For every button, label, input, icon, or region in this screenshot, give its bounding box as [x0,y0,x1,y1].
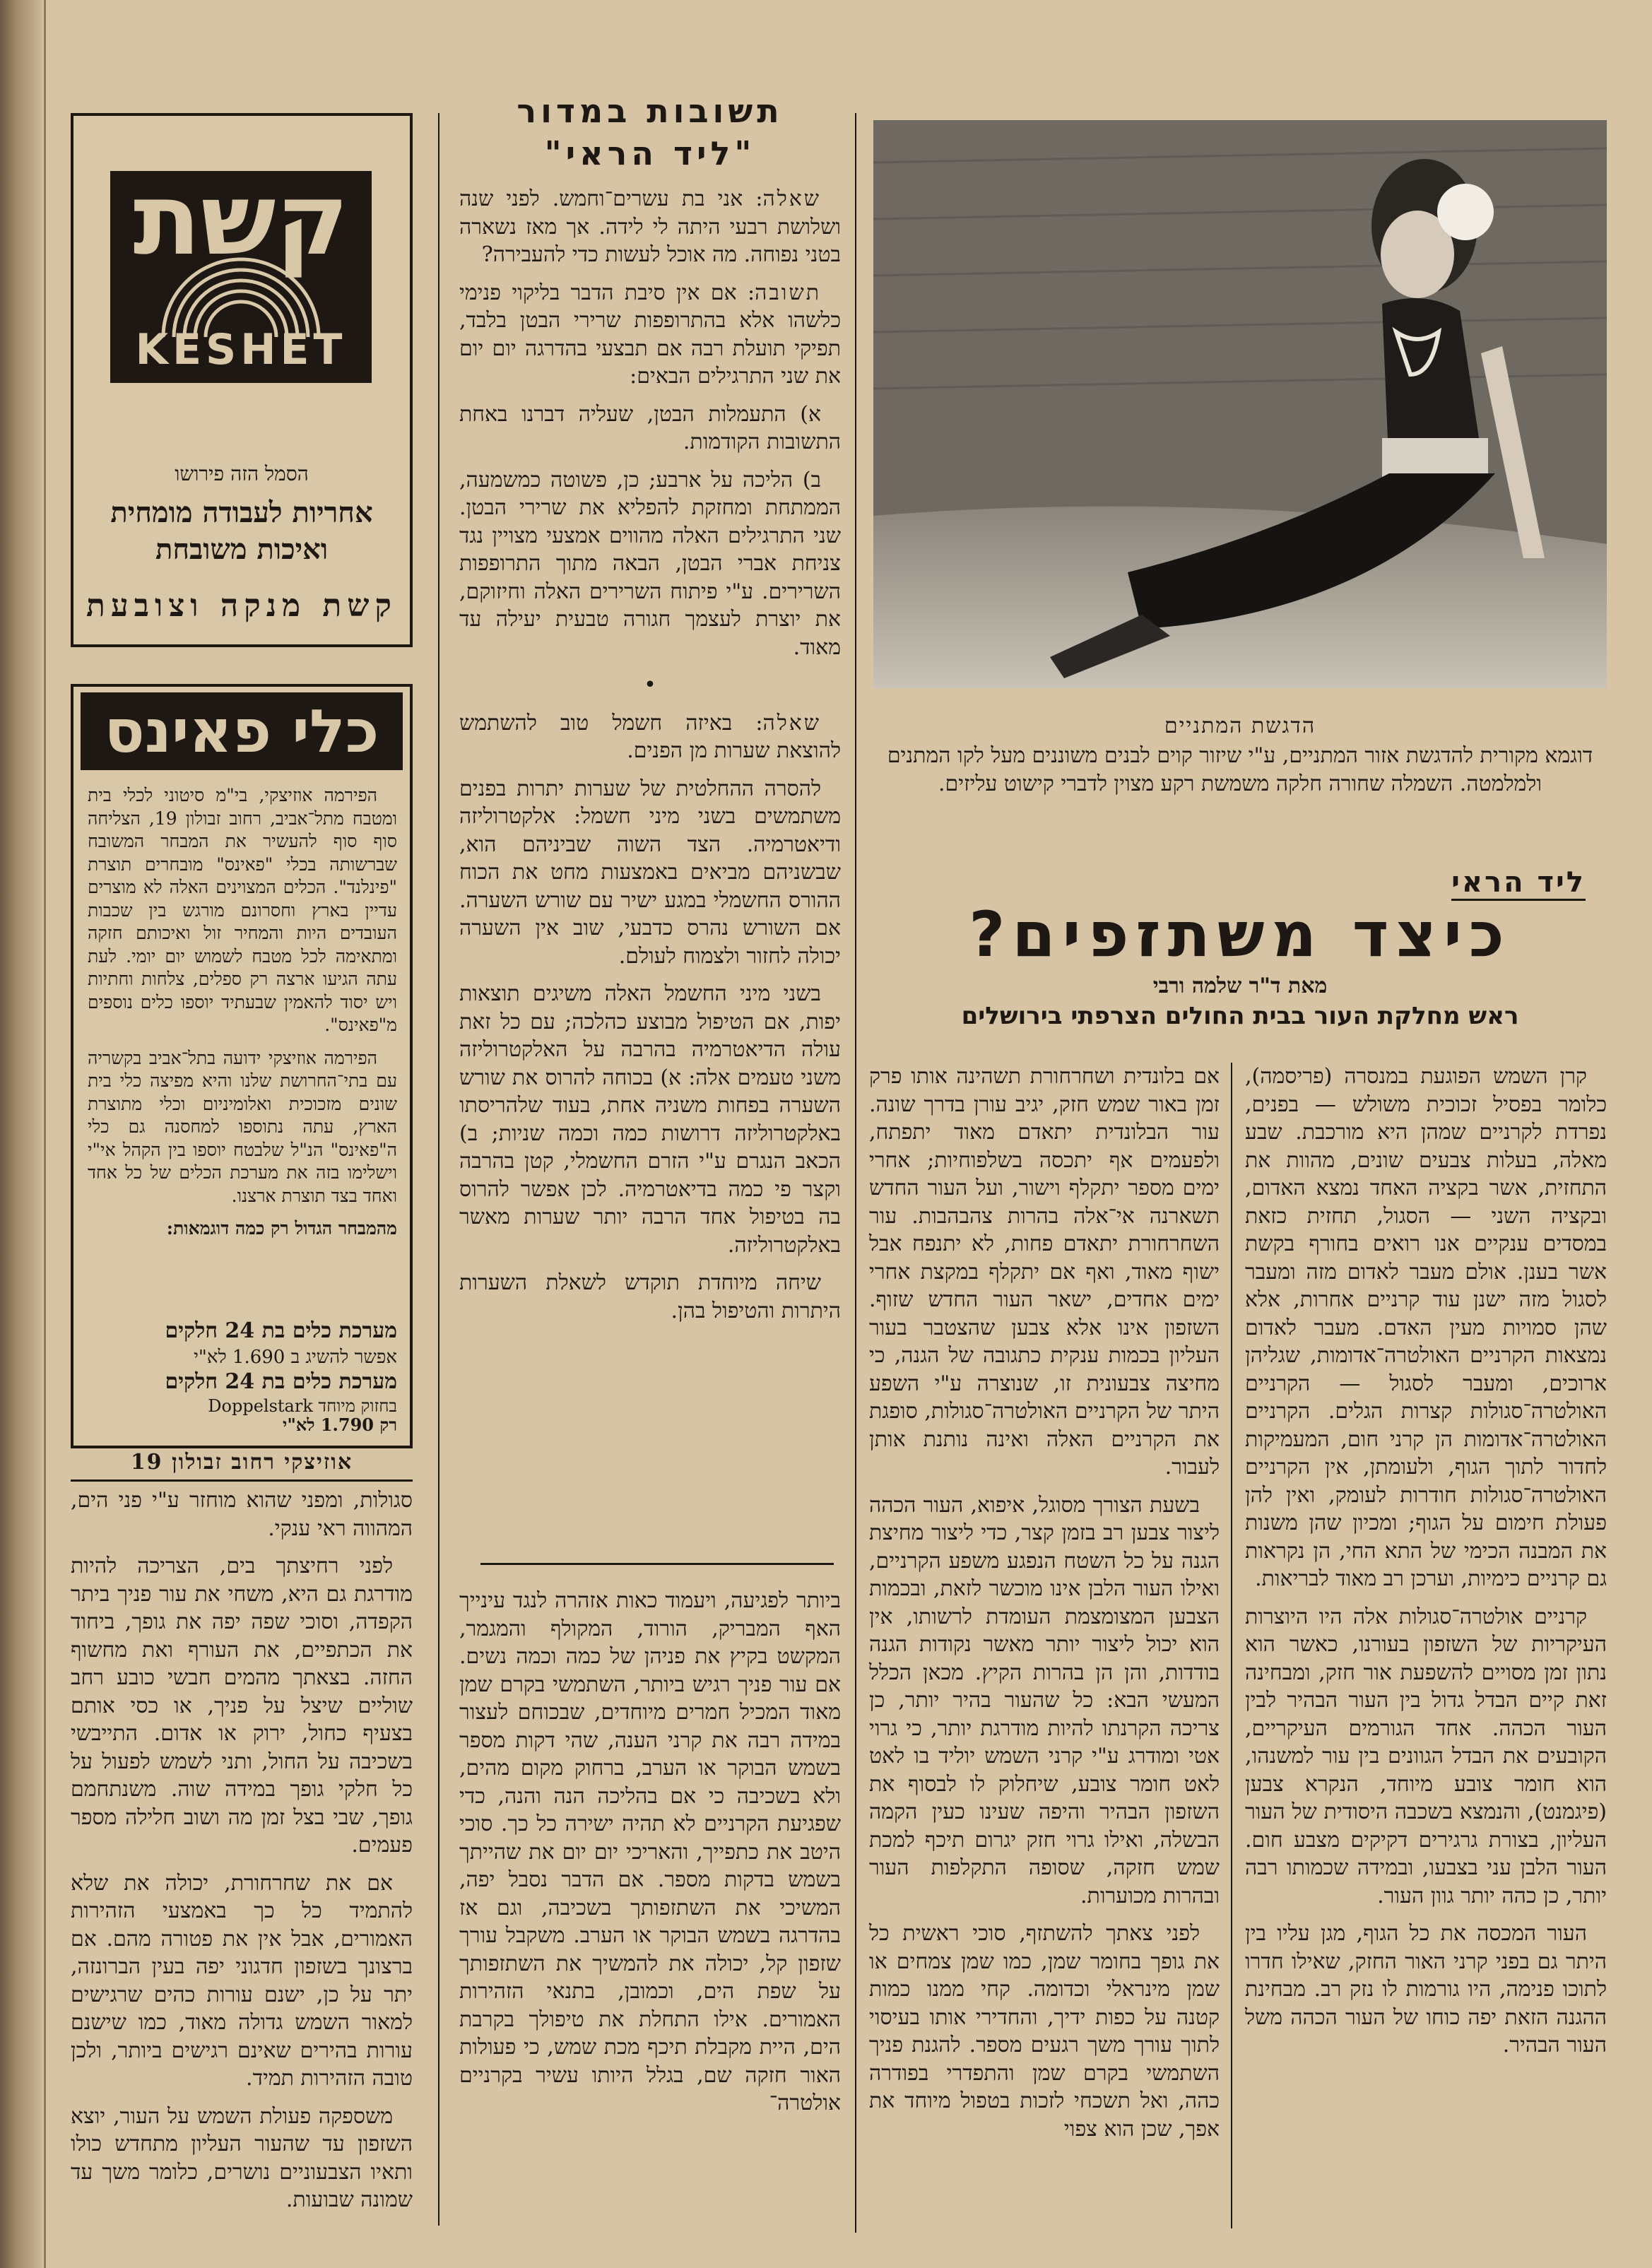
left-column-rule [71,1479,413,1482]
article-subtitle: ראש מחלקת העור בבית החולים הצרפתי בירושלים [961,1002,1519,1030]
article-right-column [1245,1063,1607,2250]
qa-title-line2: "ליד הראי" [544,134,756,172]
a1-item2: ב) הליכה על ארבע; כן, פשוטה כמשמעה, הממתחת ומחזקת להפליא את שרירי הבטן. שני התרגילים האלה מהווים אמצעי מצויין נגד צניחת אברי הבטן, הבאה מתוך התרופפות השרירים. ע"י פיתוח השרירים האלה וחיזוקם, את יוצרת לעצמך חגורה טבעית יעילה עד מאוד. [459,467,841,660]
q2-text: באיזה חשמל טוב להשתמש להוצאת שערות מן הפנים. [459,710,841,763]
qa-separator: • [644,673,656,697]
keshet-symbol-line: הסמל הזה פירושו [175,462,309,485]
keshet-ad [71,113,413,647]
kli-ad-paragraph: הפירמה אוזיצקי, בי"מ סיטוני לכלי בית ומטבח מתל־אביב, רחוב זבולון 19, הצליחה סוף סוף להעשיר את המבחר המשובח שברשותה בכלי "פאינס" מובחרים תוצרת "פינלנד". הכלים המצוינים האלה לא מוצרים עדיין בארץ וחסרונם מורגש בין שכבות העובדים היות והמחיר זול ואיכותם חזקה ומתאימה לכל מטבח לשמוש יום יומי. לעת עתה הגיעו ארצה רק ספלים, צלחות וחתיות ויש יסוד להאמין שבעתיד יוספו כלים נוספים מ"פאינס". [88,785,398,1035]
article-mid-p3: לפני צאתך להשתזף, סוכי ראשית כל את גופך בחומר שמן, כמו שמן צמחים או שמן מינראלי וכדומה. קחי ממנו כמות קטנה על כפות ידיך, והחדירי אותו בעיסוי לתוך עורך משך רגעים מספר. להגנת פניך השתמשי בקרם שמן והתפדרי בפודרה כהה, ואל תשכחי לזכות בטפול מיוחד את אפך, שכן הוא צפוי [869,1921,1220,2142]
article-middle-column [869,1063,1220,2250]
binding-edge [0,0,42,2268]
a1-text: אם אין סיבת הדבר בליקוי פנימי כלשהו אלא בהתרופפות שרירי הבטן בלבד, תפיקי תועלת רבה אם תבצעי בהדרגה יום יום את שני התרגילים הבאים: [459,280,841,389]
kli-pains-ad [71,684,413,1448]
qa-bottom-rule [480,1563,834,1565]
keshet-footer: קשת מנקה וצובעת [86,588,397,624]
middle-bottom-column [459,1587,841,2251]
kli-ad-footer: אוזיצקי רחוב זבולון 19 [130,1450,353,1475]
keshet-logo-hebrew: קשת [133,163,349,278]
article-column-divider [1231,1063,1232,2228]
keshet-responsibility-line: אחריות לעבודה מומחית [110,496,373,529]
article-right-p3: העור המכסה את כל הגוף, מגן עליו בין היתר גם בפני קרני האור החזק, שאילו חדרו לתוכו פנימה, היו גורמות לו נזק רב. מבחינת ההגנה הזאת יפה כוחו של העור הכהה משל העור הבהיר. [1245,1921,1607,2057]
kli-ad-title: כלי פאינס [81,692,403,770]
kli-ad-paragraph-2: הפירמה אוזיצקי ידועה בתל־אביב בקשריה עם בתי־החרושת שלנו והיא מפיצה כלי בית שונים מזכוכית ואלומיניום וכלי מתוצרת הארץ, עתה נתוספו למחסנה גם כלי ה"פאינס" הנ"ל שלבטח יוספו בין הקהל אי"י וישלימו בזה את מערכת הכלים של כל אחד ואחד בצד תוצרת ארצנו. [88,1047,397,1206]
left-bottom-p2: לפני רחיצתך בים, הצריכה להיות מודרגת גם היא, משחי את עור פניך ביתר הקפדה, וסוכי שפה יפה את גופך, ביחוד את הכתפיים, את העורף ואת מחשוף החזה. בצאתך מהמים חבשי כובע רחב שוליים שיצל על פניך, או כסי אותם בצעיף כחול, ירוק או אדום. התייבשי בשכיבה על החול, ותני לשמש לפעול על כל חלקי גופך במידה שוה. משנתחמם גופך, שבי בצל זמן מה ושוב חלילה מספר פעמים. [71,1554,413,1857]
photo-caption-title: הדגשת המתניים [1164,714,1316,738]
keshet-logo [110,163,372,383]
left-bottom-p1: סגולות, ומפני שהוא מוחזר ע"י פני הים, המהווה ראי ענקי. [71,1488,413,1541]
article-mid-p1: אם בלונדית ושחרחורת תשהינה אותו פרק זמן באור שמש חזק, יגיב עורן בדרך שונה. עור הבלונדית יתאדם מאוד יתפתח, ולפעמים אף יתכסה בשלפוחיות; אחרי ימים מספר יתקלף וישור, ועל העור החדש תשארנה אי־אלה בהרות צהבהבות. עור השחרחורת יתאדם פחות, לא יתנפח אבל ישוף מאוד, ואף אם יתקלף במקצת אחרי ימים אחדים, ישאר העור החדש שזוף. השזפון אינו אלא צבען שהצטבר בעור העליון בכמות ענקית כתגובה של הגנה, כי מחיצה צבעונית זו, שנוצרה ע"י השפע היתר של הקרניים האולטרה־סגולות, סופגת את הקרניים האלה ואינה נותנת אותן לעבור. [869,1064,1220,1479]
qa-column: שאלה: אני בת עשרים־וחמש. לפני שנה ושלושת רבעי היתה לי לידה. אך מאז נשארה בטני נפוחה. מה אוכל לעשות כדי להעבירה? תשובה: אם אין סיבת הדבר בליקוי פנימי כלשהו אלא בהתרופפות שרירי הבטן בלבד, תפיקי תועלת רבה אם תבצעי בהדרגה יום יום את שני התרגילים הבאים: א) התעמלות הבטן, שעליה דברנו באחת התשובות הקודמות. ב) הליכה על ארבע; כן, פשוטה כמשמעה, הממתחת ומחזקת להפליא את שרירי הבטן. שני התרגילים האלה מהווים אמצעי מצויין נגד צניחת אברי הבטן, הבאה מתוך התרופפות השרירים. ע"י פיתוח השרירים האלה וחיזוקם, את יוצרת לעצמך חגורה טבעית יעילה עד מאוד. • שאלה: באיזה חשמל טוב להשתמש להוצאת שערות מן הפנים. להסרה ההחלטית של שערות יתרות בפנים משתמשים בשני מיני חשמל: אלקטרוליזה ודיאטרמיה. הצד השוה שביניהם הוא, שבשניהם מביאים באמצעות מחט את הכוח ההורס החשמלי במגע ישיר עם שורש השערה. אם השורש נהרס כדבעי, שוב אין השערה יכולה לחזור ולצמוח לעולם. בשני מיני החשמל האלה משיגים תוצאות יפות, אם הטיפול מבוצע כהלכה; עם כל זאת עולה הדיאטרמיה בהרבה על האלקטרוליזה משני טעמים אלה: א) בכוחה להרוס את שורש השערה בפחות משניה אחת, בעוד שלהריסתו באלקטרוליזה דרושות כמה וכמה שניות; ב) הכאב הנגרם ע"י הזרם החשמלי, קטן בהרבה וקצר פי כמה בדיאטרמיה. לכן אפשר להרוס בה בטיפול אחד הרבה יותר שערות מאשר באלקטרוליזה. שיחה מיוחדת תוקדש לשאלת השערות היתרות והטיפול בהן. [459,185,841,1252]
a2-text: להסרה ההחלטית של שערות יתרות בפנים משתמשים בשני מיני חשמל: אלקטרוליזה ודיאטרמיה. הצד השוה שביניהם הוא, שבשניהם מביאים באמצעות מחט את הכוח ההורס החשמלי במגע ישיר עם שורש השערה. אם השורש נהרס כדבעי, שוב אין השערה יכולה לחזור ולצמוח לעולם. [459,776,841,969]
kli-ad-item2: מערכת כלים בת 24 חלקים [165,1369,397,1394]
keshet-quality-line: ואיכות משובחת [155,533,329,566]
kli-ad-item1: מערכת כלים בת 24 חלקים [165,1318,397,1343]
woman-silhouette-image [873,120,1607,688]
keshet-logo-latin: KESHET [135,325,347,374]
left-bottom-p4: משספקה פעולת השמש על העור, יוצא השזפון עד שהעור העליון מתחדש כולו ותאיו הצבעוניים נושרים, כלומר משך עד שמונה שבועות. [71,2103,413,2212]
kli-ad-item2-brand: בחזוק מיוחד Doppelstark [208,1396,397,1416]
article-title: כיצד משתזפים? [969,898,1511,971]
middle-bottom-p1: ביותר לפגיעה, ויעמוד כאות אזהרה לנגד עינייך האף המבריק, הורוד, המקולף והמגמר, המקשט בקיץ את פניהן של כמה וכמה נשים. אם עור פניך רגיש ביותר, השתמשי בקרם שמן מאוד המכיל חמרים מיוחדים, שבכוחם לעצור במידה רבה את קרני הענה, שהי דקות מספר בשמש הבוקר או הערב, ברחוק מקום מהים, ולא בשכיבה כי אם בהליכה הנה והנה, כדי שפגיעת הקרניים לא תהיה ישירה כל כך. סוכי היטב את כתפייך, והאריכי יום יום את שהייתך בשמש בדקות מספר. אם הדבר נסבל יפה, המשיכי את השתזפותך בשכיבה, וגם אז בהדרגה בשמש הבוקר או הערב. משקבל עורך שזפון קל, יכולה את להמשיך את השתזפותך על שפת הים, וכמובן, בתנאי הזהירות האמורים. אילו התחלת את טיפולך בקרבת הים, היית מקבלת תיכף מכת שמש, כי פעולות האור חזקה שם, בגלל היותו עשיר בקרניים אולטרה־ [459,1588,841,2115]
article-byline: מאת ד"ר שלמה ורבי [1152,974,1328,998]
article-right-p2: קרניים אולטרה־סגולות אלה היו היוצרות העיקריות של השזפון בעורנו, כאשר הוא נתון זמן מסויים להשפעת אור חזק, ומבחינה זאת קיים הבדל גדול בין העור הבהיר לבין העור הכהה. אחד הגורמים העיקריים, הקובעים את הבדל הגוונים בין עור למשנהו, הוא חומר צובע מיוחד, הנקרא צבען (פיגמנט), והנמצא בשכבה היסודית של העור העליון, בצורת גרגירים דקיקים מצבע חום. העור הלבן עני בצבעו, ובמידה שכמותו רבה יותר, כן כהה יותר גוון העור. [1245,1604,1607,1908]
q1-label: שאלה [762,187,821,211]
q2-label: שאלה [762,710,821,736]
qa-title-line1: תשובות במדור [517,92,784,130]
article-mid-p2: בשעת הצורך מסוגל, איפוא, העור הכהה ליצור צבען רב בזמן קצר, כדי ליצור מחיצת הגנה על כל השטח הנפגע משפע הקרניים, ואילו העור הלבן אינו מוכשר לזאת, ובכמות הצבען המצומצמת העומדת לרשותו, אין הוא יכול ליצור יותר מאשר נקודות הגנה בודדות, והן הן בהרות הקיץ. מכאן הכלל המעשי הבא: כל שהעור בהיר יותר, כן צריכה הקרנתו להיות מודרגת יותר, כי גרוי אטי ומודרג ע"י קרני השמש יוליד בו לאט לאט חומר צובע, שיחלוק לו לבסוף את השזפון הבהיר והיפה שעינו כעין הקמה הבשלה, ואילו גרוי חזק יגרום תיכף למכת שמש חזקה, שסופה התקלפות העור ובהרות מכוערות. [869,1492,1220,1908]
a1-item1: א) התעמלות הבטן, שעליה דברנו באחת התשובות הקודמות. [459,401,841,454]
article-section-label: ליד הראי [1451,866,1586,901]
left-bottom-column [71,1487,413,2250]
a2b-text: בשני מיני החשמל האלה משיגים תוצאות יפות, אם הטיפול מבוצע כהלכה; עם כל זאת עולה הדיאטרמיה בהרבה על האלקטרוליזה משני טעמים אלה: א) בכוחה להרוס את שורש השערה בפחות משניה אחת, בעוד שלהריסתו באלקטרוליזה דרושות כמה וכמה שניות; ב) הכאב הנגרם ע"י הזרם החשמלי, קטן בהרבה וקצר פי כמה בדיאטרמיה. לכן אפשר להרוס בה בטיפול אחד הרבה יותר שערות מאשר באלקטרוליזה. [459,981,841,1258]
kli-ad-item1-price: אפשר להשיג ב 1.690 לא"י [194,1347,397,1368]
a1-label: תשובה [755,280,821,305]
photo-caption-body: דוגמא מקורית להדגשת אזור המתניים, ע"י שיזור קוים לבנים משוננים מעל לקו המתנים ולמלמטה. השמלה שחורה חלקה משמשת רקע מצוין לדברי קישוט עליזים. [887,743,1593,796]
left-column-divider [438,113,439,2226]
a2c-text: שיחה מיוחדת תוקדש לשאלת השערות היתרות והטיפול בהן. [459,1270,841,1323]
kli-ad-item2-price: רק 1.790 לא"י [283,1414,397,1435]
q1-text: אני בת עשרים־וחמש. לפני שנה ושלושת רבעי היתה לי לידה. אך מאז נשארה בטני נפוחה. מה אוכל לעשות כדי להעבירה? [459,187,841,267]
article-right-p1: קרן השמש הפוגעת במנסרה (פריסמה), כלומר בפסיל זכוכית משולש — בפנים, נפרדת לקרניים שמהן היא מורכבת. שבע מאלה, בעלות צבעים שונים, מהוות את התחזית, אשר בקציה האחד נמצא האדום, ובקציה השני — הסגול, תחזית כזאת במסדים ענקיים אנו רואים בחורף בקשת אשר בענן. אולם מעבר לאדום מזה ומעבר לסגול מזה ישנן עוד קרניים אחרות, אלא שהן סמויות מעין האדם. מעבר לאדום נמצאות הקרניים האולטרה־אדומות, שגליהן ארוכים, ומעבר לסגול — הקרניים האולטרה־סגולות קצרות הגלים. הקרניים האולטרה־אדומות הן קרני חום, המעמיקות לחדור לתוך הגוף, ולעומתן, אין הקרניים האולטרה־סגולות חודרות לעומק, ואין להן פעולת חימום על הגוף; ומכיון שהן משנות את המבנה הכימי של התא החי, הן נקראות גם קרניים כימיות, וערכן רב מאוד לבריאות. [1245,1064,1607,1591]
kli-ad-body [88,784,397,1321]
waist-dress-photo [873,120,1607,688]
left-bottom-p3: אם את שחרחורת, יכולה את שלא להתמיד כל כך באמצעי הזהירות האמורים, אבל אין את פטורה מהם. אם ברצונך בשזפון חדגוני יפה בעין הברונזה, יתר על כן, ישנם עורות כהים שרגישים למאור השמש גדולה מאוד, כמו שישנם עורות בהירים שאינם רגישים ביותר, ולכן טובה הזהירות תמיד. [71,1870,413,2091]
binding-line [44,0,46,2268]
middle-column-divider [855,113,856,2233]
kli-ad-examples-label: מהמבחר הגדול רק כמה דוגמאות: [166,1218,397,1239]
